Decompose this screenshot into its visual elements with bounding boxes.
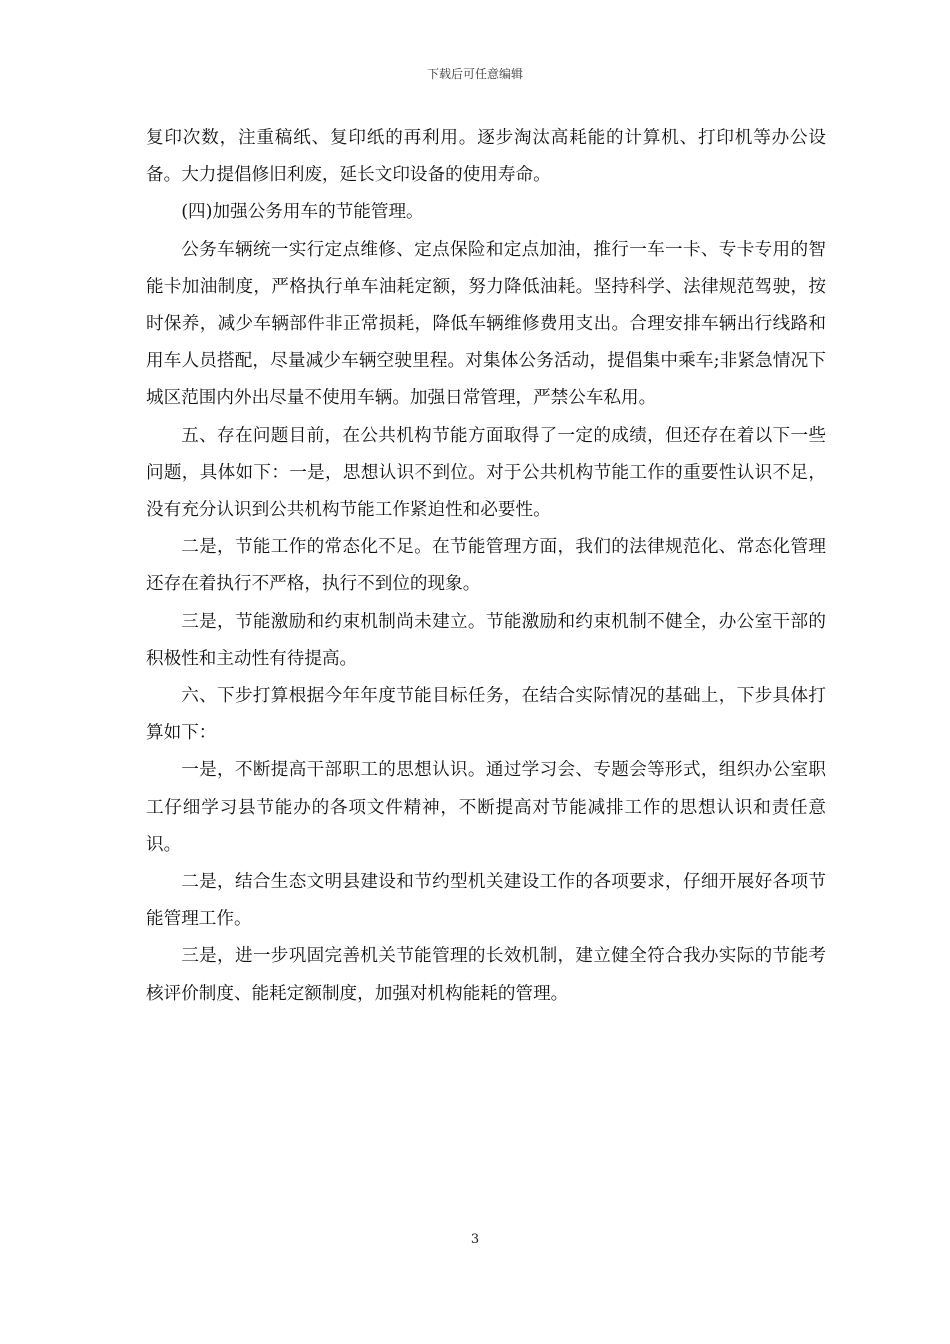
paragraph-vehicle-management: 公务车辆统一实行定点维修、定点保险和定点加油，推行一车一卡、专卡专用的智能卡加油制度，严格执行单车油耗定额，努力降低油耗。坚持科学、法律规范驾驶，按时保养，减少车辆部件非正常损耗，降低车辆维修费用支出。合理安排车辆出行线路和用车人员搭配，尽量减少车辆空驶里程。对集体公务活动，提倡集中乘车;非紧急情况下城区范围内外出尽量不使用车辆。加强日常管理，严禁公车私用。: [146, 239, 826, 409]
paragraph-next-steps: 六、下步打算根据今年年度节能目标任务，在结合实际情况的基础上，下步具体打算如下：: [146, 686, 826, 744]
paragraph-problem-two: 二是，节能工作的常态化不足。在节能管理方面，我们的法律规范化、常态化管理还存在着执行不严格，执行不到位的现象。: [146, 537, 826, 595]
paragraph-continuation: 复印次数，注重稿纸、复印纸的再利用。逐步淘汰高耗能的计算机、打印机等办公设备。大力提倡修旧利废，延长文印设备的使用寿命。: [146, 128, 826, 186]
page-number: 3: [470, 1232, 480, 1247]
document-body: [146, 120, 826, 1013]
paragraph-plan-two: 二是，结合生态文明县建设和节约型机关建设工作的各项要求，仔细开展好各项节能管理工作。: [146, 872, 826, 930]
paragraph-plan-one: 一是，不断提高干部职工的思想认识。通过学习会、专题会等形式，组织办公室职工仔细学习县节能办的各项文件精神，不断提高对节能减排工作的思想认识和责任意识。: [146, 760, 826, 855]
page-header: 下载后可任意编辑: [426, 67, 523, 81]
paragraph-existing-problems: 五、存在问题目前，在公共机构节能方面取得了一定的成绩，但还存在着以下一些问题，具体如下：一是，思想认识不到位。对于公共机构节能工作的重要性认识不足，没有充分认识到公共机构节能工作紧迫性和必要性。: [146, 425, 826, 521]
paragraph-plan-three: 三是，进一步巩固完善机关节能管理的长效机制，建立健全符合我办实际的节能考核评价制度、能耗定额制度，加强对机构能耗的管理。: [146, 946, 826, 1004]
paragraph-problem-three: 三是，节能激励和约束机制尚未建立。节能激励和约束机制不健全，办公室干部的积极性和主动性有待提高。: [146, 611, 826, 669]
section-heading-vehicle: (四)加强公务用车的节能管理。: [181, 202, 424, 223]
